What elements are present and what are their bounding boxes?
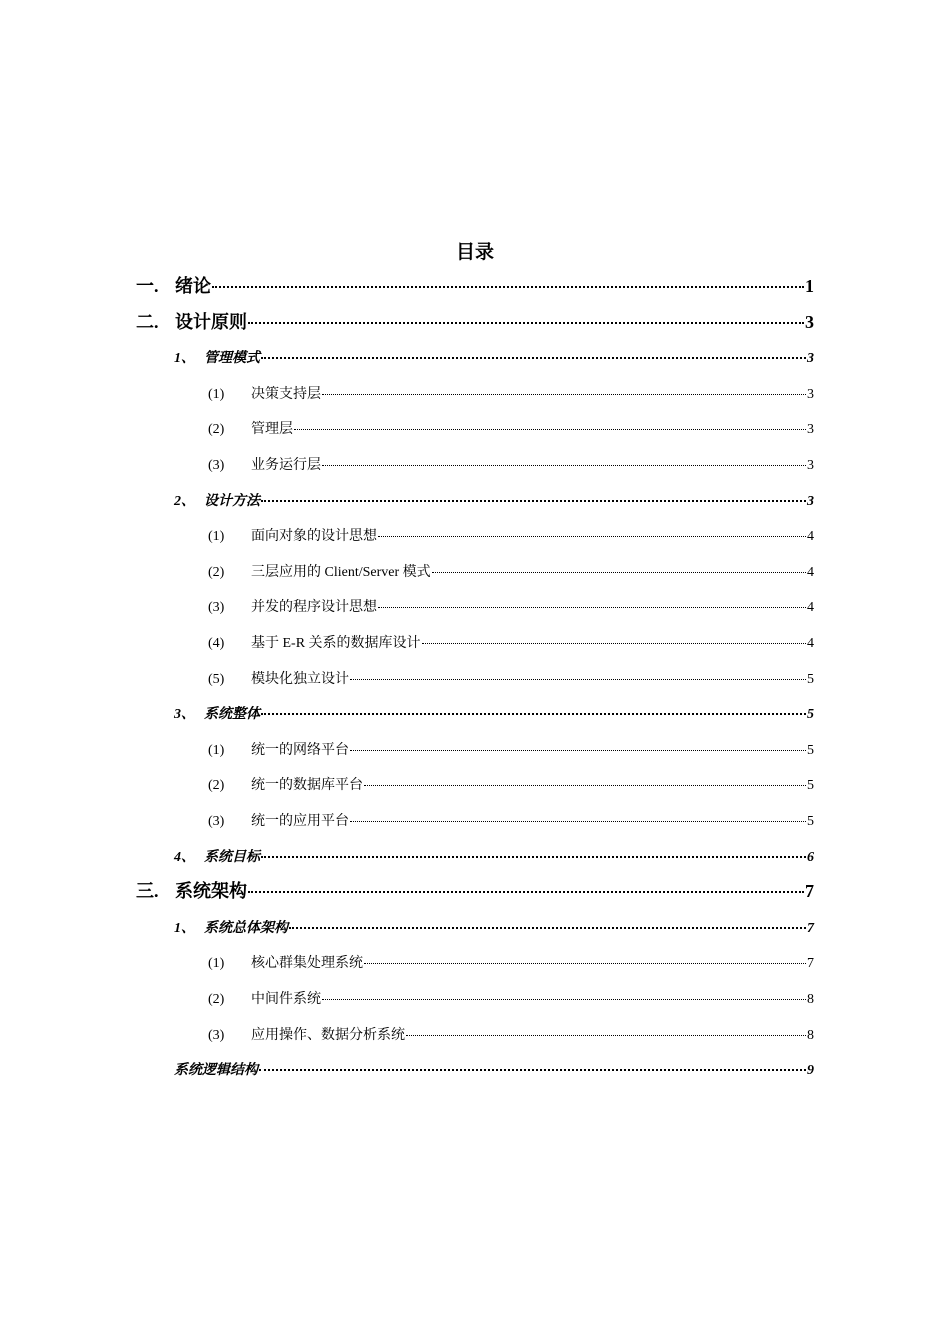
- toc-entry-page: 3: [807, 458, 814, 473]
- toc-entry-page: 5: [807, 707, 814, 723]
- toc-entry-page: 4: [807, 636, 814, 651]
- dot-leader: [350, 821, 806, 822]
- toc-entry-title: 系统架构: [175, 881, 247, 902]
- toc-entry-page: 8: [807, 992, 814, 1007]
- dot-leader: [322, 465, 806, 466]
- toc-entry-page: 5: [807, 671, 814, 687]
- toc-entry[interactable]: [208, 739, 814, 761]
- dot-leader: [289, 927, 806, 929]
- toc-entry-title: 设计方法: [204, 493, 260, 509]
- toc-entry-number: (2): [208, 422, 225, 438]
- toc-entry-page: 7: [807, 956, 814, 972]
- toc-entry-title: 统一的应用平台: [251, 814, 349, 829]
- toc-entry-title: 模块化独立设计: [251, 671, 349, 687]
- toc-entry[interactable]: [136, 272, 814, 302]
- toc-entry-page: 3: [807, 386, 814, 402]
- toc-entry-title: 并发的程序设计思想: [251, 600, 377, 616]
- toc-entry-number: 二.: [136, 311, 159, 332]
- toc-entry-title: 三层应用的 Client/Server 模式: [251, 564, 431, 580]
- toc-entry-page: 3: [807, 493, 814, 509]
- toc-entry-page: 5: [807, 778, 814, 794]
- dot-leader: [364, 963, 806, 964]
- page-title: 目录: [455, 242, 494, 263]
- dot-leader: [364, 785, 806, 786]
- toc-entry[interactable]: [174, 846, 814, 868]
- dot-leader: [406, 1035, 806, 1036]
- toc-entry-page: 9: [807, 1063, 814, 1079]
- toc-entry-title: 系统总体架构: [204, 920, 288, 936]
- toc-entry-page: 7: [805, 881, 814, 902]
- toc-entry-title: 统一的网络平台: [251, 742, 349, 758]
- toc-entry-title: 统一的数据库平台: [251, 778, 363, 794]
- toc-entry-title: 基于 E-R 关系的数据库设计: [251, 636, 421, 651]
- toc-entry-number: (3): [208, 458, 225, 473]
- toc-entry-title: 系统目标: [204, 849, 260, 865]
- toc-entry-number: (4): [208, 636, 225, 651]
- toc-entry[interactable]: [208, 383, 814, 405]
- toc-entry[interactable]: [208, 774, 814, 796]
- toc-entry-title: 核心群集处理系统: [251, 956, 363, 972]
- toc-entry-number: (1): [208, 956, 225, 972]
- toc-entry-number: 1、: [174, 920, 195, 936]
- toc-entry[interactable]: [208, 561, 814, 583]
- toc-entry-number: (3): [208, 1027, 225, 1043]
- toc-entry-number: (2): [208, 992, 225, 1007]
- dot-leader: [432, 572, 806, 573]
- toc-entry-page: 8: [807, 1027, 814, 1043]
- dot-leader: [248, 891, 804, 893]
- toc-entry-title: 设计原则: [175, 311, 247, 332]
- toc-entry-number: 三.: [136, 881, 159, 902]
- toc-entry-number: 2、: [174, 493, 195, 509]
- toc-entry[interactable]: [208, 525, 814, 547]
- toc-entry[interactable]: [208, 810, 814, 832]
- dot-leader: [422, 643, 806, 644]
- toc-entry[interactable]: [174, 917, 814, 939]
- toc-entry[interactable]: [174, 347, 814, 369]
- toc-entry-number: (2): [208, 778, 225, 794]
- toc-entry-page: 1: [805, 276, 814, 296]
- toc-entry[interactable]: [174, 1059, 814, 1081]
- toc-entry-page: 5: [807, 814, 814, 829]
- toc-entry-title: 业务运行层: [251, 458, 321, 473]
- dot-leader: [378, 607, 806, 608]
- toc-entry[interactable]: [208, 988, 814, 1010]
- toc-entry-page: 3: [807, 422, 814, 438]
- toc-entry-number: (2): [208, 564, 225, 580]
- toc-entry-number: (5): [208, 671, 225, 687]
- dot-leader: [259, 1069, 806, 1071]
- toc-entry-page: 4: [807, 529, 814, 545]
- toc-entry[interactable]: [208, 418, 814, 440]
- dot-leader: [294, 429, 806, 430]
- dot-leader: [350, 679, 806, 680]
- toc-entry[interactable]: [208, 596, 814, 618]
- dot-leader: [261, 713, 806, 715]
- toc-entry-number: (1): [208, 386, 225, 402]
- toc-entry-title: 面向对象的设计思想: [251, 529, 377, 545]
- toc-entry-title: 管理层: [251, 422, 293, 438]
- toc-entry-title: 绪论: [175, 276, 211, 296]
- dot-leader: [261, 357, 806, 359]
- toc-entry-number: (1): [208, 529, 225, 545]
- dot-leader: [261, 500, 806, 502]
- dot-leader: [350, 750, 806, 751]
- dot-leader: [378, 536, 806, 537]
- toc-entry-page: 6: [807, 849, 814, 865]
- dot-leader: [261, 856, 806, 858]
- toc-entry-title: 管理模式: [204, 351, 260, 367]
- toc-entry-page: 7: [807, 920, 814, 936]
- toc-entry-number: 一.: [136, 276, 159, 296]
- toc-entry[interactable]: [208, 632, 814, 654]
- toc-entry-title: 决策支持层: [251, 386, 321, 402]
- toc-entry[interactable]: [136, 308, 814, 338]
- toc-entry[interactable]: [208, 454, 814, 476]
- dot-leader: [322, 394, 806, 395]
- toc-entry-number: (3): [208, 600, 225, 616]
- toc-entry[interactable]: [174, 490, 814, 512]
- dot-leader: [212, 286, 804, 288]
- toc-entry-page: 3: [805, 311, 814, 332]
- toc-entry[interactable]: [208, 952, 814, 974]
- dot-leader: [322, 999, 806, 1000]
- toc-entry-page: 3: [807, 351, 814, 367]
- toc-entry-title: 系统逻辑结构: [174, 1063, 258, 1079]
- toc-entry-number: 1、: [174, 351, 195, 367]
- toc-entry-number: 3、: [174, 707, 195, 723]
- toc-entry-page: 4: [807, 600, 814, 616]
- toc-entry[interactable]: [136, 877, 814, 907]
- toc-entry-title: 应用操作、数据分析系统: [251, 1027, 405, 1043]
- toc-entry[interactable]: [174, 703, 814, 725]
- toc-entry-page: 4: [807, 564, 814, 580]
- toc-entry[interactable]: [208, 668, 814, 690]
- toc-entry-number: (1): [208, 742, 225, 758]
- toc-entry-page: 5: [807, 742, 814, 758]
- toc-entry-title: 中间件系统: [251, 992, 321, 1007]
- dot-leader: [248, 322, 804, 324]
- toc-entry-number: (3): [208, 814, 225, 829]
- toc-entry[interactable]: [208, 1024, 814, 1046]
- toc-entry-number: 4、: [174, 849, 195, 865]
- toc-entry-title: 系统整体: [204, 707, 260, 723]
